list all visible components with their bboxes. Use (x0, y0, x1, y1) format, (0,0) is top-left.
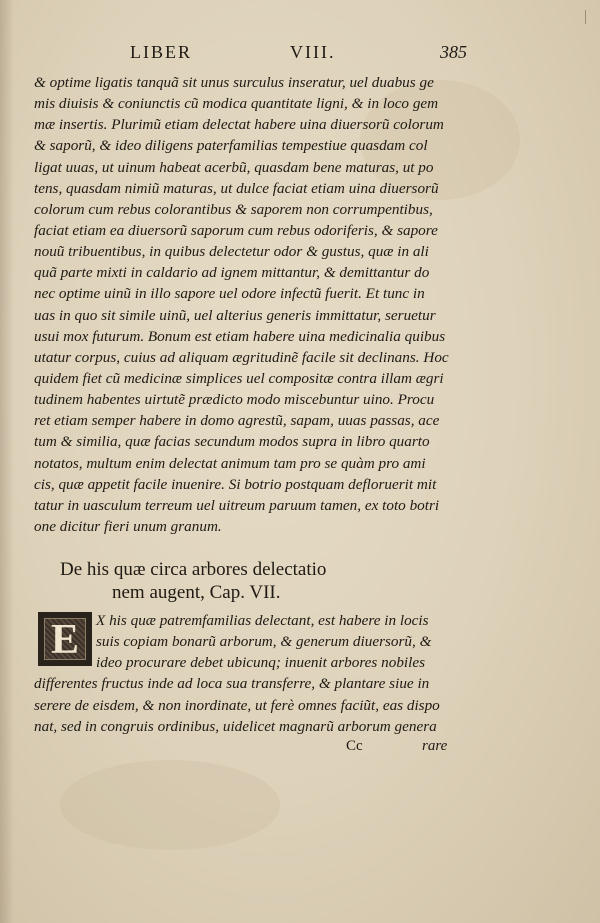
text-line: colorum cum rebus colorantibus & saporem non corrumpentibus, (34, 200, 433, 218)
text-line: utatur corpus, cuius ad aliquam ægritudinẽ facile sit declinans. Hoc (34, 348, 449, 366)
text-line: one dicitur fieri unum granum. (34, 517, 222, 535)
text-line: & saporũ, & ideo diligens paterfamilias tempestiue quasdam col (34, 137, 428, 155)
chapter-heading-line: De his quæ circa arbores delectatio (60, 559, 327, 580)
text-line: cis, quæ appetit facile inuenire. Si botrio postquam defloruerit mit (34, 475, 437, 493)
chapter-heading (60, 558, 460, 604)
text-line: serere de eisdem, & non inordinate, ut ferè omnes faciũt, eas dispo (34, 696, 440, 714)
signature-mark: Cc (346, 738, 363, 754)
text-line: ligat uuas, ut uinum habeat acerbũ, quasdam bene maturas, ut po (34, 158, 434, 176)
text-line: ret etiam semper habere in domo agrestũ, sapam, uuas passas, ace (34, 412, 440, 430)
body-paragraph (34, 72, 458, 537)
text-line: ideo procurare debet ubicunq; inuenit arbores nobiles (96, 654, 426, 672)
text-line: suis copiam bonarũ arborum, & generum diuersorũ, & (96, 633, 432, 651)
text-line: notatos, multum enim delectat animum tam pro se quàm pro ami (34, 454, 426, 472)
text-line: tatur in uasculum terreum uel uitreum paruum tamen, ex toto botri (34, 496, 440, 514)
text-line: quã parte mixti in caldario ad ignem mittantur, & demittantur do (34, 264, 430, 282)
text-line: uas in quo sit simile uinũ, uel alterius generis immittatur, seruetur (34, 306, 436, 324)
chapter-paragraph (34, 610, 464, 737)
book-number: VIII. (290, 42, 336, 62)
text-line: nec optime uinũ in illo sapore uel odore infectũ fuerit. Et tunc in (34, 285, 425, 303)
catchword: rare (422, 738, 448, 754)
running-title: LIBER (130, 42, 192, 62)
text-line: tum & similia, quæ facias secundum modos supra in libro quarto (34, 433, 430, 451)
running-header (130, 42, 490, 68)
text-line: nouũ tribuentibus, in quibus delectetur odor & gustus, quæ in ali (34, 243, 429, 261)
page-edge-mark (585, 10, 586, 24)
page-footer (340, 738, 460, 760)
paper-stain (60, 760, 280, 850)
text-line: tens, quasdam nimiũ maturas, ut dulce faciat etiam uina diuersorũ (34, 179, 439, 197)
text-line: mæ insertis. Plurimũ etiam delectat habere uina diuersorũ colorum (34, 116, 444, 134)
text-line: usui mox futurum. Bonum est etiam habere uina medicinalia quibus (34, 327, 446, 345)
text-line: tudinem habentes uirtutẽ prædicto modo miscebuntur uino. Procu (34, 391, 435, 409)
text-line: nat, sed in congruis ordinibus, uidelicet magnarũ arborum genera (34, 717, 437, 735)
chapter-heading-line: nem augent, Cap. VII. (112, 582, 281, 603)
text-line: mis diuisis & coniunctis cũ modica quantitate ligni, & in loco gem (34, 95, 439, 113)
text-line: faciat etiam ea diuersorũ saporum cum rebus odoriferis, & sapore (34, 221, 438, 239)
initial-letter: E (50, 617, 79, 663)
page-number: 385 (440, 42, 467, 62)
text-line: & optime ligatis tanquã sit unus surculus inseratur, uel duabus ge (34, 74, 434, 91)
text-line: differentes fructus inde ad loca sua transferre, & plantare siue in (34, 675, 430, 693)
page-gutter-shadow (0, 0, 14, 923)
text-line: X his quæ patremfamilias delectant, est habere in locis (96, 612, 429, 629)
text-line: quidem fiet cũ medicinæ simplices uel compositæ contra illam ægri (34, 369, 444, 387)
